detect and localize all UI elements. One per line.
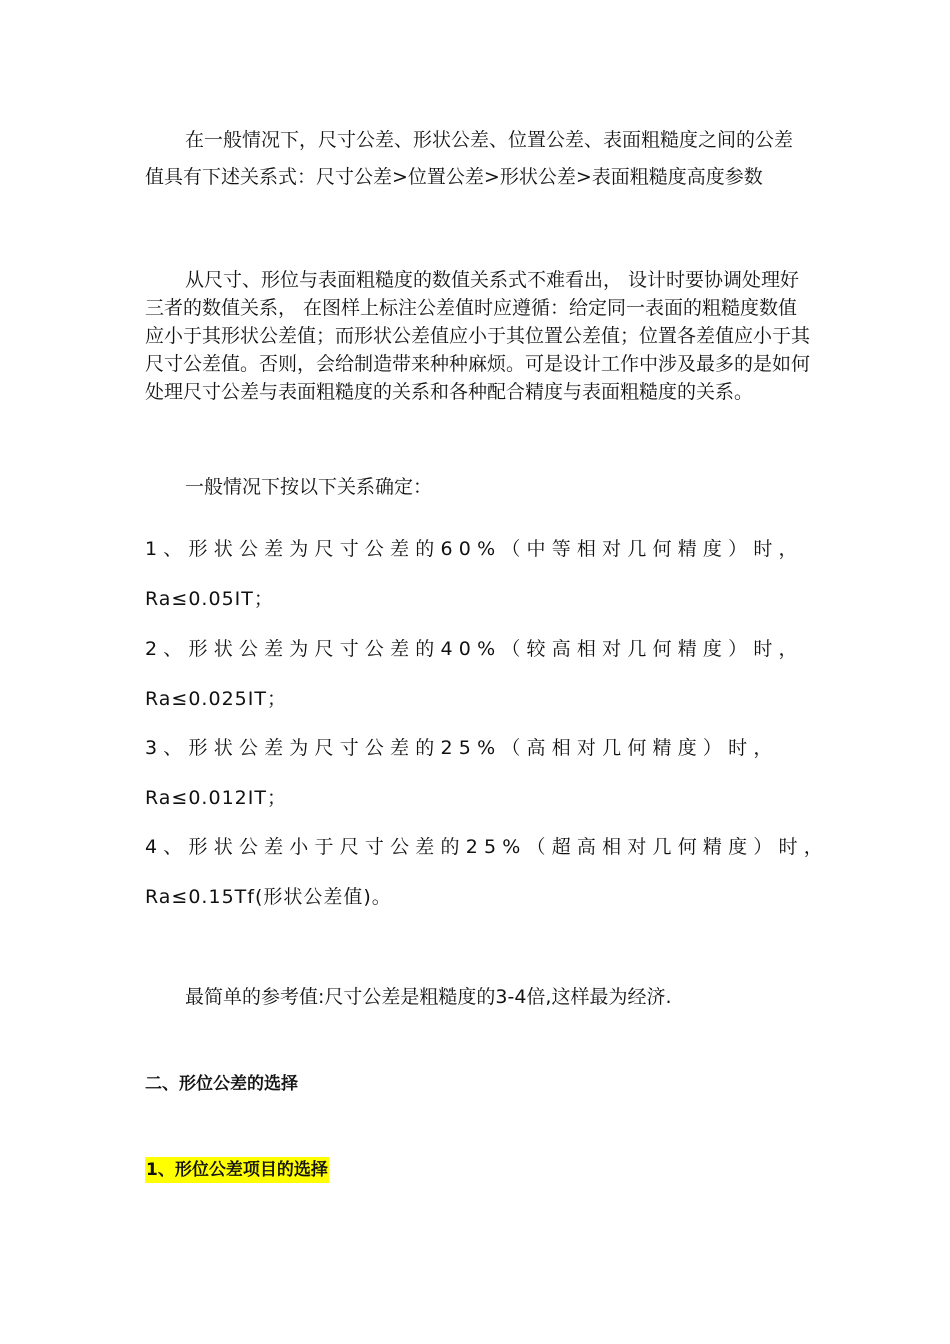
- rule-item-3-formula: Ra≤0.012IT；: [145, 787, 287, 809]
- rule-item-4-condition: 4、形状公差小于尺寸公差的25%（超高相对几何精度）时，: [145, 836, 829, 858]
- paragraph-reference-value: 最简单的参考值:尺寸公差是粗糙度的3-4倍,这样最为经济.: [185, 986, 672, 1008]
- paragraph-tolerance-relationship: 在一般情况下，尺寸公差、形状公差、位置公差、表面粗糙度之间的公差值具有下述关系式：尺寸公差>位置公差>形状公差>表面粗糙度高度参数: [145, 129, 794, 188]
- paragraph-design-coordination: 从尺寸、形位与表面粗糙度的数值关系式不难看出， 设计时要协调处理好三者的数值关系， 在图样上标注公差值时应遵循：给定同一表面的粗糙度数值应小于其形状公差值；而形状公差值应小于其位置公差值；位置各差值应小于其尺寸公差值。否则，会给制造带来种种麻烦。可是设计工作中涉及最多的是如何处理尺寸公差与表面粗糙度的关系和各种配合精度与表面粗糙度的关系。: [145, 269, 811, 403]
- rule-item-1-formula: Ra≤0.05IT；: [145, 588, 274, 610]
- section-heading: 二、形位公差的选择: [145, 1074, 298, 1094]
- subsection-heading-highlighted: 1、形位公差项目的选择: [145, 1157, 329, 1183]
- rule-item-2-formula: Ra≤0.025IT；: [145, 688, 287, 710]
- rule-item-2-condition: 2、形状公差为尺寸公差的40%（较高相对几何精度）时，: [145, 638, 804, 660]
- rule-item-4-formula: Ra≤0.15Tf(形状公差值)。: [145, 886, 392, 908]
- rule-item-3-condition: 3、形状公差为尺寸公差的25%（高相对几何精度）时，: [145, 737, 779, 759]
- rule-item-1-condition: 1、形状公差为尺寸公差的60%（中等相对几何精度）时，: [145, 538, 804, 560]
- paragraph-general-rule-intro: 一般情况下按以下关系确定：: [185, 476, 433, 498]
